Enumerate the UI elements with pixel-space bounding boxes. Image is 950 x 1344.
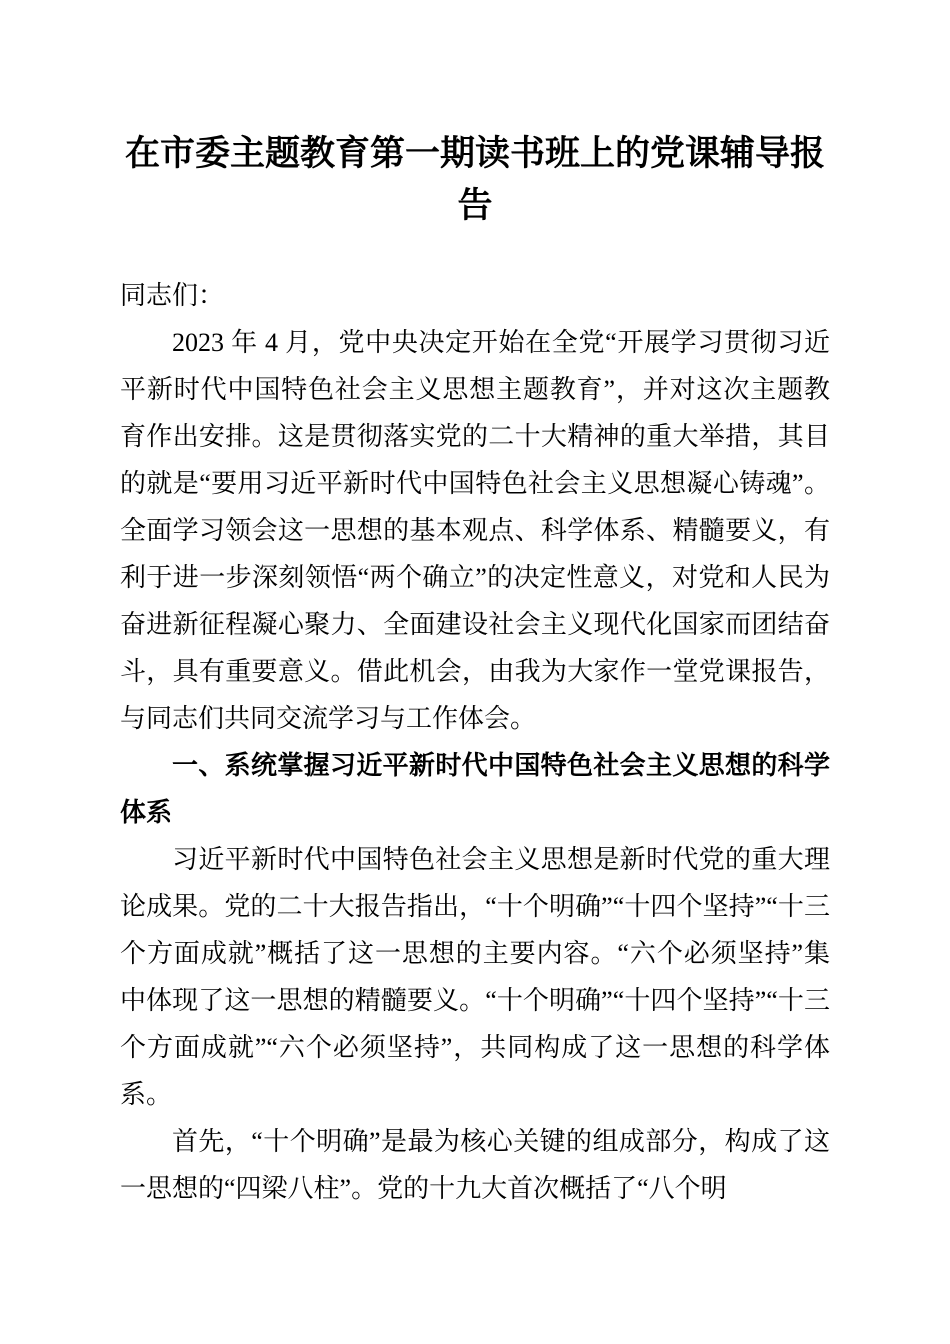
document-title: 在市委主题教育第一期读书班上的党课辅导报告 — [124, 134, 825, 225]
paragraph: 2023 年 4 月，党中央决定开始在全党“开展学习贯彻习近平新时代中国特色社会主义思想主题教育”，并对这次主题教育作出安排。这是贯彻落实党的二十大精神的重大举措，其目的就是“要用习近平新时代中国特色社会主义思想凝心铸魂”。全面学习领会这一思想的基本观点、科学体系、精髓要义，有利于进一步深刻领悟“两个确立”的决定性意义，对党和人民为奋进新征程凝心聚力、全面建设社会主义现代化国家而团结奋斗，具有重要意义。借此机会，由我为大家作一堂党课报告，与同志们共同交流学习与工作体会。 — [120, 328, 830, 733]
section-heading: 一、系统掌握习近平新时代中国特色社会主义思想的科学体系 — [120, 750, 830, 827]
paragraph: 首先，“十个明确”是最为核心关键的组成部分，构成了这一思想的“四梁八柱”。党的十九大首次概括了“八个明 — [120, 1127, 830, 1203]
paragraph: 习近平新时代中国特色社会主义思想是新时代党的重大理论成果。党的二十大报告指出，“十个明确”“十四个坚持”“十三个方面成就”概括了这一思想的主要内容。“六个必须坚持”集中体现了这一思想的精髓要义。“十个明确”“十四个坚持”“十三个方面成就”“六个必须坚持”，共同构成了这一思想的科学体系。 — [120, 845, 830, 1109]
salutation: 同志们： — [120, 281, 225, 310]
